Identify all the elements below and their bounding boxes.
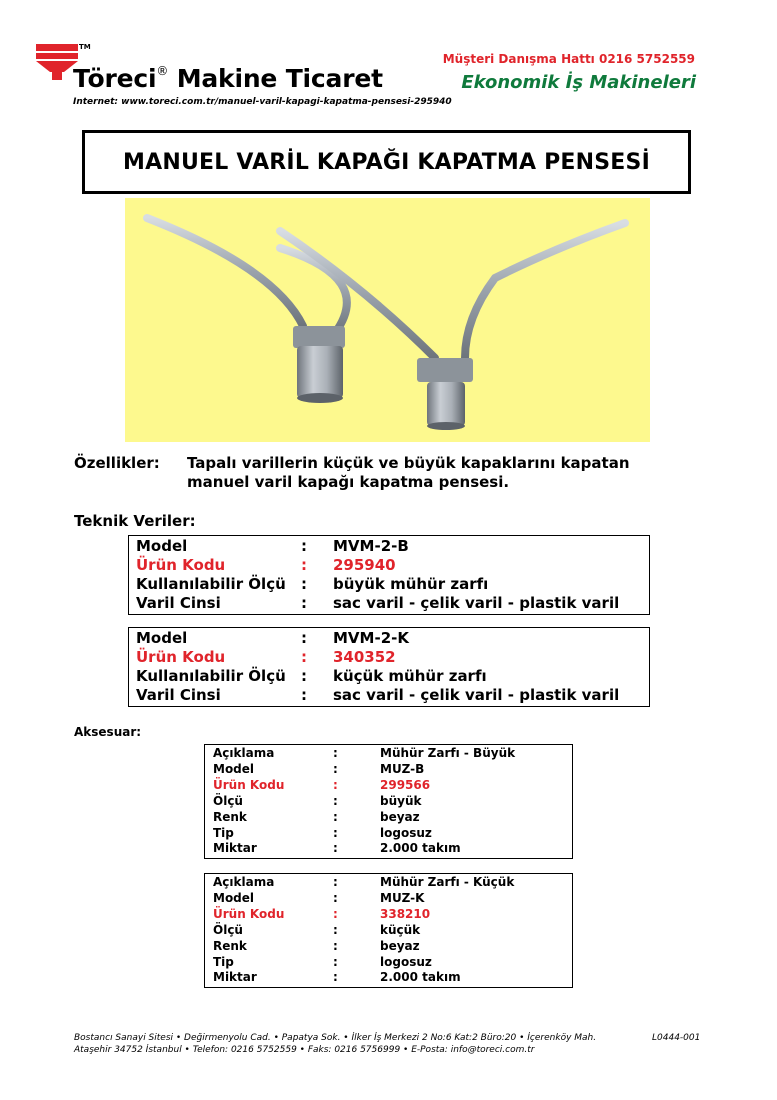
footer-address-line-2: Ataşehir 34752 İstanbul • Telefon: 0216 5752559 • Faks: 0216 5756999 • E-Posta: info@toreci.com.tr xyxy=(74,1045,535,1055)
brand-rest: Makine Ticaret xyxy=(176,64,383,93)
spec-key: Varil Cinsi xyxy=(136,594,221,612)
spec-row-usable-size xyxy=(136,667,649,686)
acc-sep: : xyxy=(333,954,338,969)
acc-key: Miktar xyxy=(213,841,257,856)
acc-row-color xyxy=(213,939,572,955)
spec-table-mvm-2-b xyxy=(128,535,650,615)
acc-row-description xyxy=(213,875,572,891)
spec-sep: : xyxy=(301,629,307,647)
spec-row-model xyxy=(136,537,649,556)
accessory-table-muz-b xyxy=(204,744,573,859)
acc-key: Tip xyxy=(213,954,234,969)
acc-key: Ölçü xyxy=(213,793,243,808)
spec-row-barrel-type xyxy=(136,594,649,613)
spec-key: Model xyxy=(136,629,188,647)
acc-value: MUZ-K xyxy=(380,890,425,905)
acc-row-quantity xyxy=(213,841,572,857)
acc-key: Açıklama xyxy=(213,875,275,889)
acc-key: Ölçü xyxy=(213,922,243,937)
acc-key: Açıklama xyxy=(213,746,275,760)
spec-key: Varil Cinsi xyxy=(136,686,221,704)
acc-key: Renk xyxy=(213,938,247,953)
features-text xyxy=(187,454,667,492)
spec-key: Kullanılabilir Ölçü xyxy=(136,575,286,593)
acc-sep: : xyxy=(333,761,338,776)
acc-key: Miktar xyxy=(213,970,257,985)
acc-sep: : xyxy=(333,922,338,937)
accessories-label: Aksesuar: xyxy=(74,725,142,739)
acc-row-quantity xyxy=(213,970,572,986)
spec-sep: : xyxy=(301,537,307,555)
spec-sep: : xyxy=(301,648,307,666)
acc-sep: : xyxy=(333,746,338,760)
acc-key: Tip xyxy=(213,825,234,840)
acc-sep: : xyxy=(333,793,338,808)
acc-value: 338210 xyxy=(380,906,431,921)
acc-sep: : xyxy=(333,825,338,840)
features-line-2: manuel varil kapağı kapatma pensesi. xyxy=(187,473,510,491)
features-line-1: Tapalı varillerin küçük ve büyük kapaklarını kapatan xyxy=(187,454,630,472)
spec-value: MVM-2-K xyxy=(333,629,409,647)
acc-value: Mühür Zarfı - Büyük xyxy=(380,746,516,760)
spec-sep: : xyxy=(301,575,307,593)
page-title: MANUEL VARİL KAPAĞI KAPATMA PENSESİ xyxy=(82,130,691,194)
acc-row-size xyxy=(213,794,572,810)
spec-value: 295940 xyxy=(333,556,396,574)
document-code: L0444-001 xyxy=(652,1033,701,1043)
spec-row-product-code xyxy=(136,648,649,667)
acc-value: 2.000 takım xyxy=(380,841,461,856)
acc-value: 299566 xyxy=(380,777,431,792)
accessory-table-muz-k xyxy=(204,873,573,988)
acc-sep: : xyxy=(333,841,338,856)
acc-key: Ürün Kodu xyxy=(213,906,285,921)
acc-row-type xyxy=(213,826,572,842)
acc-value: logosuz xyxy=(380,954,432,969)
spec-table-mvm-2-k xyxy=(128,627,650,707)
acc-row-size xyxy=(213,923,572,939)
acc-value: beyaz xyxy=(380,938,420,953)
spec-key: Model xyxy=(136,537,188,555)
acc-key: Model xyxy=(213,761,255,776)
registered-mark: ® xyxy=(156,64,169,78)
acc-sep: : xyxy=(333,875,338,889)
spec-value: sac varil - çelik varil - plastik varil xyxy=(333,594,620,612)
acc-value: büyük xyxy=(380,793,422,808)
acc-key: Renk xyxy=(213,809,247,824)
brand-name xyxy=(73,64,383,93)
footer-address-line-1: Bostancı Sanayi Sitesi • Değirmenyolu Cad. • Papatya Sok. • İlker İş Merkezi 2 No:6 Kat:2 Büro:20 • İçerenköy Mah. xyxy=(74,1033,597,1043)
acc-row-product-code xyxy=(213,907,572,923)
acc-value: küçük xyxy=(380,922,421,937)
features-label: Özellikler: xyxy=(74,454,160,472)
acc-value: Mühür Zarfı - Küçük xyxy=(380,875,515,889)
acc-key: Ürün Kodu xyxy=(213,777,285,792)
acc-row-description xyxy=(213,746,572,762)
spec-row-product-code xyxy=(136,556,649,575)
spec-value: sac varil - çelik varil - plastik varil xyxy=(333,686,620,704)
acc-sep: : xyxy=(333,938,338,953)
acc-sep: : xyxy=(333,970,338,985)
acc-row-model xyxy=(213,891,572,907)
acc-row-product-code xyxy=(213,778,572,794)
spec-row-model xyxy=(136,629,649,648)
spec-key: Kullanılabilir Ölçü xyxy=(136,667,286,685)
technical-data-label: Teknik Veriler: xyxy=(74,512,196,530)
acc-value: logosuz xyxy=(380,825,432,840)
acc-value: MUZ-B xyxy=(380,761,425,776)
spec-sep: : xyxy=(301,594,307,612)
spec-key: Ürün Kodu xyxy=(136,556,226,574)
spec-row-usable-size xyxy=(136,575,649,594)
slogan: Ekonomik İş Makineleri xyxy=(461,72,696,93)
acc-sep: : xyxy=(333,777,338,792)
spec-sep: : xyxy=(301,667,307,685)
acc-row-color xyxy=(213,810,572,826)
spec-sep: : xyxy=(301,686,307,704)
website-url[interactable]: Internet: www.toreci.com.tr/manuel-varil-kapagi-kapatma-pensesi-295940 xyxy=(73,97,452,107)
acc-value: 2.000 takım xyxy=(380,970,461,985)
spec-sep: : xyxy=(301,556,307,574)
acc-sep: : xyxy=(333,809,338,824)
spec-key: Ürün Kodu xyxy=(136,648,226,666)
spec-row-barrel-type xyxy=(136,686,649,705)
customer-hotline: Müşteri Danışma Hattı 0216 5752559 xyxy=(442,52,695,66)
acc-row-model xyxy=(213,762,572,778)
brand-word: Töreci xyxy=(73,64,157,93)
spec-value: küçük mühür zarfı xyxy=(333,667,487,685)
acc-row-type xyxy=(213,955,572,971)
spec-value: 340352 xyxy=(333,648,396,666)
acc-sep: : xyxy=(333,890,338,905)
acc-value: beyaz xyxy=(380,809,420,824)
acc-sep: : xyxy=(333,906,338,921)
product-photo xyxy=(125,198,650,442)
spec-value: MVM-2-B xyxy=(333,537,409,555)
spec-value: büyük mühür zarfı xyxy=(333,575,489,593)
trademark-mark: TM xyxy=(79,43,91,51)
acc-key: Model xyxy=(213,890,255,905)
